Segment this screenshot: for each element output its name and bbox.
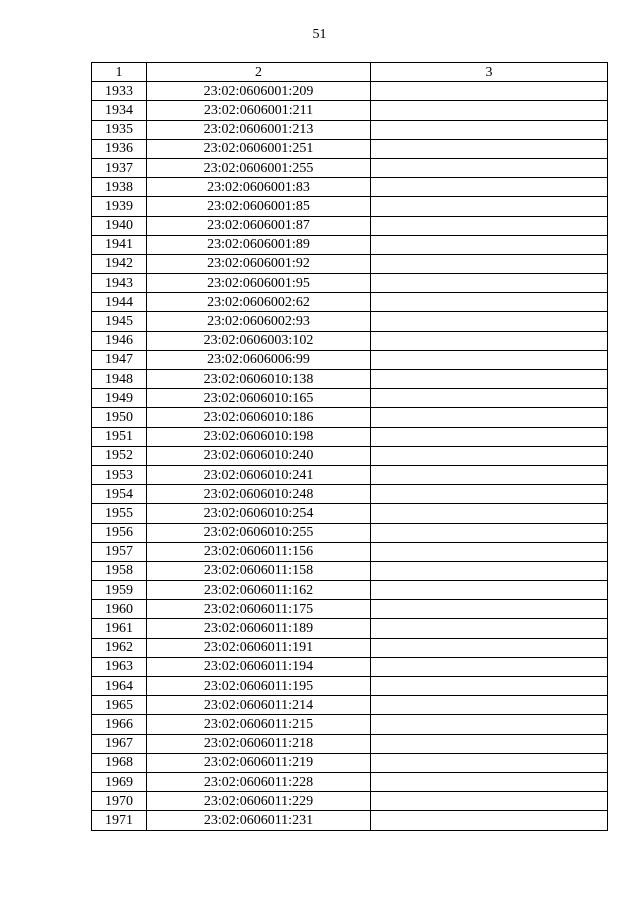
cadastral-number-cell: 23:02:0606011:218 [147, 734, 371, 753]
table-row [92, 753, 608, 772]
row-number-cell: 1945 [92, 312, 147, 331]
notes-cell [371, 312, 608, 331]
notes-cell [371, 753, 608, 772]
cadastral-number-cell: 23:02:0606011:229 [147, 792, 371, 811]
table-row [92, 178, 608, 197]
table-row [92, 82, 608, 101]
cadastral-number-cell: 23:02:0606001:209 [147, 82, 371, 101]
table-row [92, 274, 608, 293]
table-header-row [92, 63, 608, 82]
column-header-2: 2 [147, 63, 371, 82]
table-row [92, 254, 608, 273]
table-row [92, 600, 608, 619]
cadastral-number-cell: 23:02:0606011:156 [147, 542, 371, 561]
notes-cell [371, 715, 608, 734]
cadastral-number-cell: 23:02:0606001:255 [147, 158, 371, 177]
row-number-cell: 1941 [92, 235, 147, 254]
notes-cell [371, 619, 608, 638]
cadastral-number-cell: 23:02:0606001:87 [147, 216, 371, 235]
cadastral-number-cell: 23:02:0606011:158 [147, 561, 371, 580]
row-number-cell: 1971 [92, 811, 147, 830]
notes-cell [371, 254, 608, 273]
cadastral-number-cell: 23:02:0606011:214 [147, 696, 371, 715]
row-number-cell: 1964 [92, 677, 147, 696]
cadastral-number-cell: 23:02:0606011:219 [147, 753, 371, 772]
notes-cell [371, 389, 608, 408]
cadastral-number-cell: 23:02:0606010:241 [147, 465, 371, 484]
notes-cell [371, 504, 608, 523]
row-number-cell: 1961 [92, 619, 147, 638]
row-number-cell: 1938 [92, 178, 147, 197]
table-row [92, 331, 608, 350]
row-number-cell: 1955 [92, 504, 147, 523]
table-row [92, 101, 608, 120]
notes-cell [371, 542, 608, 561]
cadastral-number-cell: 23:02:0606001:211 [147, 101, 371, 120]
table-row [92, 235, 608, 254]
row-number-cell: 1957 [92, 542, 147, 561]
notes-cell [371, 581, 608, 600]
notes-cell [371, 638, 608, 657]
row-number-cell: 1948 [92, 370, 147, 389]
row-number-cell: 1954 [92, 485, 147, 504]
cadastral-number-cell: 23:02:0606001:251 [147, 139, 371, 158]
notes-cell [371, 465, 608, 484]
notes-cell [371, 158, 608, 177]
table-row [92, 485, 608, 504]
row-number-cell: 1939 [92, 197, 147, 216]
table-row [92, 158, 608, 177]
notes-cell [371, 82, 608, 101]
row-number-cell: 1935 [92, 120, 147, 139]
table-row [92, 465, 608, 484]
table-row [92, 504, 608, 523]
notes-cell [371, 139, 608, 158]
table-row [92, 561, 608, 580]
table-row [92, 792, 608, 811]
row-number-cell: 1936 [92, 139, 147, 158]
table-row [92, 293, 608, 312]
table-row [92, 370, 608, 389]
table-row [92, 120, 608, 139]
column-header-1: 1 [92, 63, 147, 82]
row-number-cell: 1951 [92, 427, 147, 446]
notes-cell [371, 197, 608, 216]
cadastral-number-cell: 23:02:0606001:89 [147, 235, 371, 254]
table-row [92, 811, 608, 830]
table-row [92, 715, 608, 734]
cadastral-number-cell: 23:02:0606010:240 [147, 446, 371, 465]
row-number-cell: 1947 [92, 350, 147, 369]
notes-cell [371, 561, 608, 580]
row-number-cell: 1967 [92, 734, 147, 753]
cadastral-number-cell: 23:02:0606002:62 [147, 293, 371, 312]
cadastral-number-cell: 23:02:0606010:138 [147, 370, 371, 389]
cadastral-number-cell: 23:02:0606011:228 [147, 772, 371, 791]
notes-cell [371, 331, 608, 350]
table-row [92, 638, 608, 657]
cadastral-number-cell: 23:02:0606011:162 [147, 581, 371, 600]
row-number-cell: 1934 [92, 101, 147, 120]
cadastral-number-cell: 23:02:0606011:194 [147, 657, 371, 676]
table-row [92, 350, 608, 369]
notes-cell [371, 216, 608, 235]
row-number-cell: 1949 [92, 389, 147, 408]
row-number-cell: 1933 [92, 82, 147, 101]
cadastral-number-cell: 23:02:0606011:215 [147, 715, 371, 734]
row-number-cell: 1942 [92, 254, 147, 273]
notes-cell [371, 101, 608, 120]
row-number-cell: 1952 [92, 446, 147, 465]
table-row [92, 734, 608, 753]
row-number-cell: 1943 [92, 274, 147, 293]
cadastral-number-cell: 23:02:0606011:191 [147, 638, 371, 657]
row-number-cell: 1956 [92, 523, 147, 542]
notes-cell [371, 485, 608, 504]
notes-cell [371, 772, 608, 791]
row-number-cell: 1958 [92, 561, 147, 580]
notes-cell [371, 235, 608, 254]
cadastral-number-cell: 23:02:0606011:231 [147, 811, 371, 830]
row-number-cell: 1965 [92, 696, 147, 715]
notes-cell [371, 120, 608, 139]
notes-cell [371, 427, 608, 446]
table-row [92, 216, 608, 235]
cadastral-number-cell: 23:02:0606001:83 [147, 178, 371, 197]
row-number-cell: 1940 [92, 216, 147, 235]
notes-cell [371, 600, 608, 619]
row-number-cell: 1950 [92, 408, 147, 427]
table-row [92, 389, 608, 408]
cadastral-number-cell: 23:02:0606010:248 [147, 485, 371, 504]
cadastral-number-cell: 23:02:0606010:254 [147, 504, 371, 523]
cadastral-number-cell: 23:02:0606011:189 [147, 619, 371, 638]
notes-cell [371, 178, 608, 197]
table-row [92, 446, 608, 465]
registry-table [91, 62, 608, 831]
column-header-3: 3 [371, 63, 608, 82]
table-row [92, 581, 608, 600]
table-row [92, 312, 608, 331]
table-row [92, 427, 608, 446]
cadastral-number-cell: 23:02:0606010:186 [147, 408, 371, 427]
notes-cell [371, 696, 608, 715]
table-row [92, 197, 608, 216]
cadastral-number-cell: 23:02:0606010:198 [147, 427, 371, 446]
notes-cell [371, 350, 608, 369]
row-number-cell: 1946 [92, 331, 147, 350]
table-row [92, 657, 608, 676]
notes-cell [371, 792, 608, 811]
cadastral-number-cell: 23:02:0606006:99 [147, 350, 371, 369]
cadastral-number-cell: 23:02:0606002:93 [147, 312, 371, 331]
notes-cell [371, 523, 608, 542]
row-number-cell: 1959 [92, 581, 147, 600]
row-number-cell: 1960 [92, 600, 147, 619]
table-row [92, 619, 608, 638]
notes-cell [371, 293, 608, 312]
cadastral-number-cell: 23:02:0606001:95 [147, 274, 371, 293]
cadastral-number-cell: 23:02:0606003:102 [147, 331, 371, 350]
notes-cell [371, 811, 608, 830]
notes-cell [371, 677, 608, 696]
cadastral-number-cell: 23:02:0606001:213 [147, 120, 371, 139]
notes-cell [371, 657, 608, 676]
row-number-cell: 1937 [92, 158, 147, 177]
cadastral-number-cell: 23:02:0606011:175 [147, 600, 371, 619]
row-number-cell: 1944 [92, 293, 147, 312]
notes-cell [371, 734, 608, 753]
table-body [92, 82, 608, 830]
table-row [92, 772, 608, 791]
row-number-cell: 1970 [92, 792, 147, 811]
row-number-cell: 1968 [92, 753, 147, 772]
cadastral-number-cell: 23:02:0606011:195 [147, 677, 371, 696]
table-row [92, 696, 608, 715]
notes-cell [371, 446, 608, 465]
cadastral-number-cell: 23:02:0606010:255 [147, 523, 371, 542]
row-number-cell: 1966 [92, 715, 147, 734]
table-row [92, 542, 608, 561]
row-number-cell: 1962 [92, 638, 147, 657]
row-number-cell: 1963 [92, 657, 147, 676]
page-number: 51 [312, 27, 327, 42]
table-row [92, 523, 608, 542]
notes-cell [371, 274, 608, 293]
table-row [92, 408, 608, 427]
cadastral-number-cell: 23:02:0606001:92 [147, 254, 371, 273]
table-row [92, 677, 608, 696]
table-row [92, 139, 608, 158]
cadastral-number-cell: 23:02:0606001:85 [147, 197, 371, 216]
cadastral-number-cell: 23:02:0606010:165 [147, 389, 371, 408]
notes-cell [371, 370, 608, 389]
notes-cell [371, 408, 608, 427]
row-number-cell: 1969 [92, 772, 147, 791]
row-number-cell: 1953 [92, 465, 147, 484]
